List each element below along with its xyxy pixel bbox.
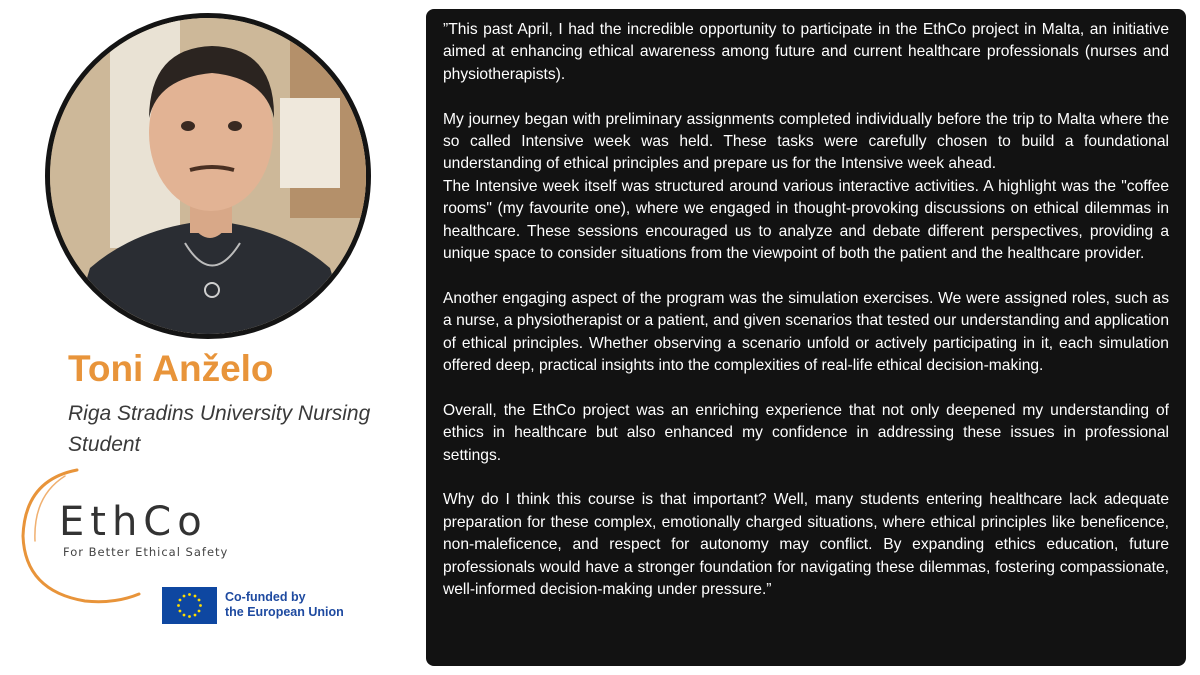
- eu-star-icon: [199, 604, 202, 607]
- person-name: Toni Anželo: [68, 348, 274, 389]
- person-role: Riga Stradins University Nursing Student: [68, 402, 371, 456]
- eu-star-icon: [183, 613, 186, 616]
- eu-star-icon: [183, 594, 186, 597]
- eu-star-icon: [194, 613, 197, 616]
- testimonial-panel: [426, 9, 1186, 666]
- eu-star-icon: [179, 598, 182, 601]
- profile-photo: [45, 13, 371, 339]
- person-portrait-icon: [50, 18, 366, 334]
- eu-star-icon: [177, 604, 180, 607]
- eu-funding-badge: [162, 586, 355, 624]
- eu-star-icon: [198, 598, 201, 601]
- eu-star-icon: [194, 594, 197, 597]
- eu-funding-line2: the European Union: [225, 605, 344, 619]
- testimonial-paragraph: ”This past April, I had the incredible opportunity to participate in the EthCo project in Malta, an initiative aimed at enhancing ethical awareness among future and current healthcare professionals (nurses and physiotherapists).: [443, 21, 1169, 83]
- testimonial-paragraph: Why do I think this course is that important? Well, many students entering healthcare lack adequate preparation for these complex, emotionally charged situations, where ethical principles like beneficence, non-maleficence, and respect for autonomy may conflict. By expanding ethics education, future professionals would have a stronger foundation for navigating these dilemmas, fostering compassionate, well-informed decision-making under pressure.”: [443, 491, 1169, 599]
- testimonial-paragraph: My journey began with preliminary assignments completed individually before the trip to Malta where the so called Intensive week was held. These tasks were carefully chosen to build a foundational understanding of ethical principles and prepare us for the Intensive week ahead.: [443, 110, 1169, 173]
- eu-funding-line1: Co-funded by: [225, 590, 306, 604]
- eu-star-icon: [198, 609, 201, 612]
- eu-flag-icon: [162, 587, 217, 624]
- ethco-logo: [15, 466, 245, 606]
- testimonial-paragraph: Overall, the EthCo project was an enriching experience that not only deepened my understanding of ethics in healthcare but also enhanced my confidence in addressing these issues in professional settings.: [443, 401, 1169, 464]
- ethco-tagline: For Better Ethical Safety: [63, 545, 229, 559]
- eu-star-icon: [188, 593, 191, 596]
- eu-star-icon: [188, 615, 191, 618]
- testimonial-paragraph: Another engaging aspect of the program was the simulation exercises. We were assigned roles, such as a nurse, a physiotherapist or a patient, and given scenarios that tested our understanding and application of ethical principles. Whether observing a scenario unfold or actively participating in it, each simulation offered deep, practical insights into the complexities of real-life ethical decision-making.: [443, 289, 1169, 375]
- eu-funding-text: [225, 590, 355, 620]
- testimonial-paragraph: The Intensive week itself was structured around various interactive activities. A highlight was the "coffee rooms" (my favourite one), where we engaged in thought-provoking discussions on ethical dilemmas in healthcare. These sessions encouraged us to analyze and debate different perspectives, providing a unique space to consider situations from the viewpoint of both the patient and the healthcare provider.: [443, 177, 1169, 263]
- eu-star-icon: [179, 609, 182, 612]
- ethco-title: EthCo: [59, 499, 208, 545]
